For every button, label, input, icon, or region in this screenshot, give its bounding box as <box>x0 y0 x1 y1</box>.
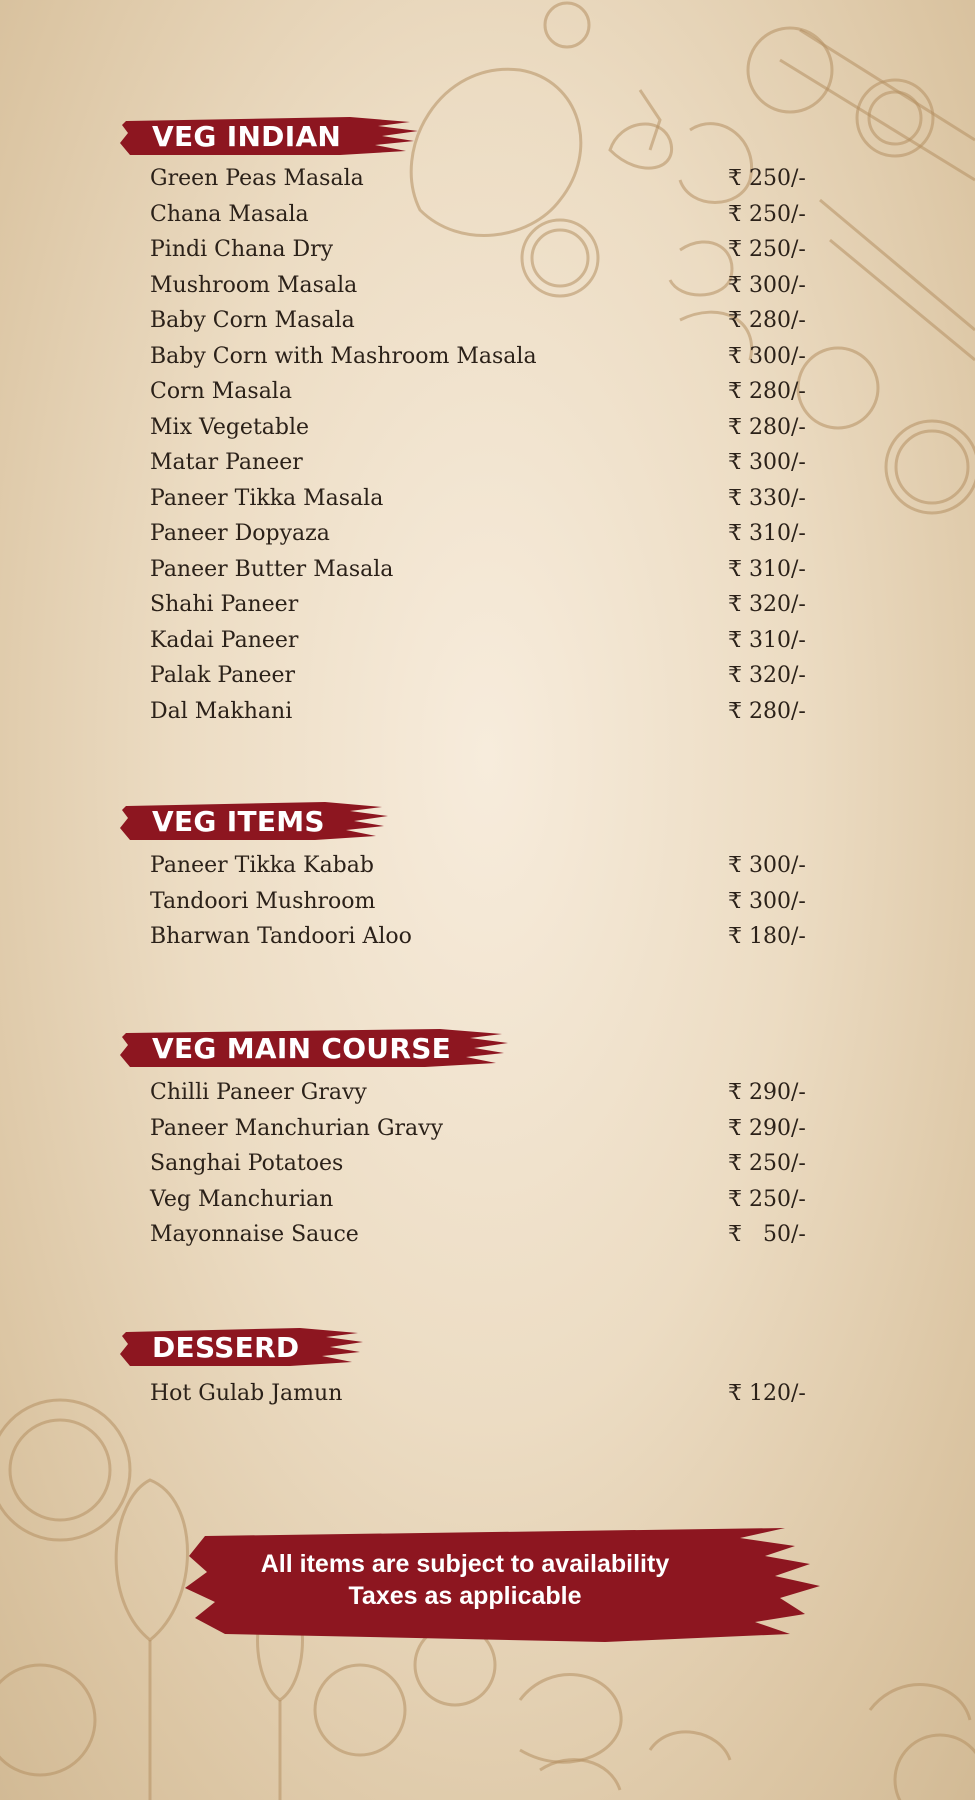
item-name: Chana Masala <box>150 201 309 227</box>
item-name: Paneer Butter Masala <box>150 556 394 582</box>
menu-item <box>150 699 830 735</box>
item-name: Baby Corn Masala <box>150 308 355 333</box>
menu-item <box>150 450 830 486</box>
menu-item <box>150 1222 830 1258</box>
item-name: Green Peas Masala <box>150 166 364 191</box>
menu-item <box>150 1116 830 1152</box>
item-name: Paneer Manchurian Gravy <box>150 1115 444 1141</box>
item-price: ₹ 320/- <box>728 592 806 617</box>
item-name: Mix Vegetable <box>150 414 310 440</box>
menu-items-list <box>150 853 830 960</box>
item-price: ₹ 310/- <box>728 556 806 582</box>
item-price: ₹ 300/- <box>728 343 806 369</box>
menu-item <box>150 557 830 593</box>
menu-item <box>150 521 830 557</box>
note-line-taxes: Taxes as applicable <box>348 1582 582 1610</box>
heading-veg-main-course: VEG MAIN COURSE <box>152 1032 452 1065</box>
item-name: Paneer Tikka Kabab <box>150 853 374 878</box>
item-price: ₹ 250/- <box>728 1151 806 1176</box>
menu-item <box>150 924 830 960</box>
item-name: Hot Gulab Jamun <box>150 1381 343 1406</box>
menu-item <box>150 237 830 273</box>
note-line-availability: All items are subject to availability <box>260 1550 670 1578</box>
menu-item <box>150 889 830 925</box>
item-price: ₹ 290/- <box>728 1115 806 1141</box>
item-name: Dal Makhani <box>150 698 293 724</box>
menu-item <box>150 663 830 699</box>
item-price: ₹ 120/- <box>728 1381 806 1406</box>
item-name: Chilli Paneer Gravy <box>150 1080 367 1105</box>
item-price: ₹ 300/- <box>728 272 806 298</box>
item-name: Paneer Dopyaza <box>150 521 330 546</box>
item-price: ₹ 280/- <box>728 414 806 440</box>
item-price: ₹ 250/- <box>728 237 806 262</box>
item-name: Shahi Paneer <box>150 592 299 617</box>
item-name: Mayonnaise Sauce <box>150 1222 359 1247</box>
menu-item <box>150 592 830 628</box>
item-name: Palak Paneer <box>150 663 296 688</box>
item-price: ₹ 310/- <box>728 521 806 546</box>
item-price: ₹ 300/- <box>728 853 806 878</box>
item-name: Pindi Chana Dry <box>150 237 334 262</box>
menu-item <box>150 1151 830 1187</box>
item-name: Baby Corn with Mashroom Masala <box>150 343 537 369</box>
menu-item <box>150 202 830 238</box>
menu-item <box>150 1381 830 1417</box>
item-price: ₹ 280/- <box>728 308 806 333</box>
item-name: Sanghai Potatoes <box>150 1151 344 1176</box>
item-name: Tandoori Mushroom <box>150 888 376 914</box>
item-price: ₹ 250/- <box>728 1186 806 1212</box>
item-price: ₹ 290/- <box>728 1080 806 1105</box>
item-name: Bharwan Tandoori Aloo <box>150 924 412 949</box>
menu-items-list <box>150 1381 830 1417</box>
heading-veg-items: VEG ITEMS <box>152 805 325 838</box>
item-price: ₹ 330/- <box>728 485 806 511</box>
menu-item <box>150 628 830 664</box>
menu-item <box>150 308 830 344</box>
item-name: Paneer Tikka Masala <box>150 485 384 511</box>
item-price: ₹ 250/- <box>728 201 806 227</box>
menu-item <box>150 344 830 380</box>
menu-item <box>150 486 830 522</box>
item-price: ₹ 50/- <box>728 1222 806 1247</box>
menu-item <box>150 1080 830 1116</box>
item-price: ₹ 280/- <box>728 379 806 404</box>
item-price: ₹ 300/- <box>728 888 806 914</box>
item-name: Matar Paneer <box>150 450 303 475</box>
menu-item <box>150 273 830 309</box>
item-name: Corn Masala <box>150 379 292 404</box>
item-price: ₹ 180/- <box>728 924 806 949</box>
menu-item <box>150 166 830 202</box>
item-price: ₹ 310/- <box>728 627 806 653</box>
menu-items-list <box>150 1080 830 1258</box>
item-price: ₹ 280/- <box>728 698 806 724</box>
item-price: ₹ 250/- <box>728 166 806 191</box>
heading-veg-indian: VEG INDIAN <box>152 120 342 153</box>
menu-item <box>150 415 830 451</box>
menu-item <box>150 853 830 889</box>
item-name: Veg Manchurian <box>150 1186 334 1212</box>
item-name: Mushroom Masala <box>150 272 358 298</box>
item-price: ₹ 320/- <box>728 663 806 688</box>
item-name: Kadai Paneer <box>150 627 299 653</box>
menu-item <box>150 379 830 415</box>
availability-note <box>185 1522 825 1647</box>
heading-dessert: DESSERD <box>152 1331 300 1364</box>
item-price: ₹ 300/- <box>728 450 806 475</box>
menu-items-list <box>150 166 830 734</box>
menu-item <box>150 1187 830 1223</box>
